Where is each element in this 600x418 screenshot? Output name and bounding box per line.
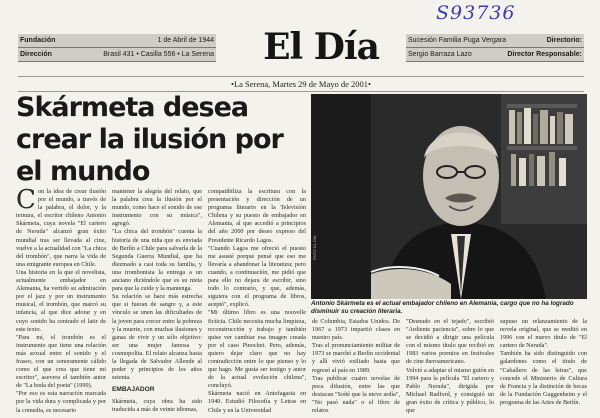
masthead-left-info	[18, 34, 216, 62]
article-paragraph: "Para mí, el trombón es el instrumento que tiene una relación más sexual entre el sonido y el fraseo, con un sonoramente cálido como el que crea que tiene mi escritor", asevera el también autor de "La boda del poeta" (1999).	[16, 333, 106, 390]
article-column-6	[500, 318, 587, 407]
masthead-value: Sergio Barraza Lazo	[408, 51, 472, 58]
article-paragraph: on la idea de crear ilusión por el mundo, a través de la palabra, el dolor, y la ternura, el escritor chileno Antonio Skármeta, cuya novela "El cartero de Neruda" alcanzó gran éxito mundial tras ser llevada al cine, vuelve a la actualidad con "La chica del trombón", que narra la vida de una emigrante europea en Chile.	[16, 188, 106, 268]
article-paragraph: Una historia en la que el novelista, actualmente embajador en Alemania, ha vertido su admiración por el jazz y por un instrumento musical, el trombón, que marcó su infancia, al que dice adorar y en cuyo sonido ha centrado el latir de este texto.	[16, 268, 106, 333]
article-paragraph: "Mi último libro es una nouvelle ficticia. Chile necesita mucha limpieza, reconstrucción y trabajo y también quise ver cambiar esa imagen creada por el caso Pinochet. Pero, además, quiero dejar claro que no hay contradicción entre lo que pienso y lo que hago. Me gusta ser testigo y autor de la actual evolución chilena", concluyó.	[208, 309, 306, 390]
article-paragraph: Su relación se hace más estrecha que si fueran de sangre y, a este vínculo se unen las dificultades de la joven para crecer entre la pobreza y la muerte, con muchas ilusiones y ganas de vivir y un sólo objetivo: ser una mujer famosa y cosmopolita. El relato alcanza hasta la llegada de Salvador Allende al poder y principios de los años setenta.	[112, 293, 202, 382]
masthead-value: 1 de Abril de 1944	[157, 37, 214, 44]
masthead-right-info	[406, 34, 584, 62]
masthead	[18, 26, 584, 68]
article-paragraph: mantener la alegría del relato, que la palabra crea la ilusión por el mundo, como hace el sonido de ese instrumento con su música", agregó.	[112, 188, 202, 228]
article-paragraph: Skármeta nació en Antofagasta en 1940. Estudió Filosofía y Letras en Chile y en la Universidad	[208, 390, 306, 414]
article-paragraph: compatibiliza la escritura con la presentación y dirección de un programa literario en la Televisión Chilena y su puesto de embajador en Alemania, al que accedió a principios del año 2000 por deseo expreso del Presidente Ricardo Lagos.	[208, 188, 306, 244]
article-column-4	[312, 318, 400, 415]
masthead-row-director	[406, 48, 584, 62]
article-headline: Skármeta desea crear la ilusión por el mundo	[16, 92, 283, 187]
article-paragraph: Skármeta, cuya obra ha sido traducida a más de veinte idiomas,	[112, 398, 202, 414]
handwritten-archive-number: S93736	[436, 2, 516, 24]
article-paragraph: "La chica del trombón" cuenta la historia de una niña que es enviada de Berlín a Chile para salvarla de la Segunda Guerra Mundial, que ha diezmado a casi toda su familia, y una trombonista la entrega a un anciano diciéndole que es su nieta para que la cuide y la mantenga.	[112, 228, 202, 293]
dateline: •La Serena, Martes 29 de Mayo de 2001•	[18, 76, 584, 92]
article-paragraph: También ha sido distinguido con galardones como el título de "Caballero de las letras", que concede el Ministerio de Cultura de Francia y la distinción de becas de la Fundación Guggenheim y el programa de las Artes de Berlín.	[500, 350, 587, 406]
photo-caption: Antonio Skármeta es el actual embajador chileno en Alemania, cargo que no ha logrado disminuir su creación literaria.	[311, 300, 574, 315]
article-column-3	[208, 188, 306, 415]
article-column-5	[406, 318, 494, 415]
masthead-value: Sucesión Familia Puga Vergara	[408, 37, 507, 44]
masthead-value: Brasil 431 • Casilla 556 • La Serena	[103, 51, 214, 58]
masthead-row-address	[18, 48, 216, 62]
article-paragraph: Tras el pronunciamiento militar de 1973 se marchó a Berlín occidental y allí vivió exiliado hasta que regresó al país en 1989.	[312, 342, 400, 374]
article-paragraph: supuso un relanzamiento de la novela original, que se reeditó en 1996 con el nuevo título de "El cartero de Neruda".	[500, 318, 587, 350]
masthead-label: Directorio:	[546, 37, 582, 44]
article-paragraph: Tras publicar cuatro novelas de poca difusión, entre las que destacan "Soñé que la nieve ardía", "No pasó nada" o el libro de relatos	[312, 374, 400, 415]
author-photo	[311, 94, 587, 299]
article-paragraph: de Columbia, Estados Unidos. De 1967 a 1973 impartió clases en nuestro país.	[312, 318, 400, 342]
masthead-label: Director Responsable:	[507, 51, 582, 58]
masthead-row-board	[406, 34, 584, 48]
newspaper-logo: El Día	[263, 26, 379, 68]
photo-credit: FOTO EL DÍA	[312, 235, 317, 260]
article-paragraph: "Desnudo en el tejado", escribió "Ardiente paciencia", sobre lo que se decidió a dirigir una película con el mismo título que recibió en 1983 varios premios en festivales de cine iberoamericano.	[406, 318, 494, 366]
article-paragraph: "Cuando Lagos me ofreció el puesto me asusté porque pensé que eso me llevaría a abandonar la literatura; pero cuando, a continuación, me pidió que para ello no dejara de escribir, sino todo lo contrario, y que, además, siguiera con el programa de libros, aceptó", explicó.	[208, 244, 306, 309]
dropcap: C	[16, 185, 36, 215]
masthead-row-foundation	[18, 34, 216, 48]
section-subhead: EMBAJADOR	[112, 386, 155, 394]
masthead-label: Fundación	[20, 37, 56, 44]
author-photo-illustration	[311, 94, 587, 299]
article-paragraph: Volvió a adaptar el mismo guión en 1994 para la película "El cartero y Pablo Neruda", dirigida por Michael Radford, y consiguió un gran éxito de crítica y público, lo que	[406, 366, 494, 415]
article-paragraph: "Por eso es esta narración marcada por la vida dura y complicada y por la comedia, es necesario	[16, 390, 106, 414]
article-column-2	[112, 188, 202, 415]
masthead-label: Dirección	[20, 51, 52, 58]
article-column-1	[16, 185, 106, 415]
